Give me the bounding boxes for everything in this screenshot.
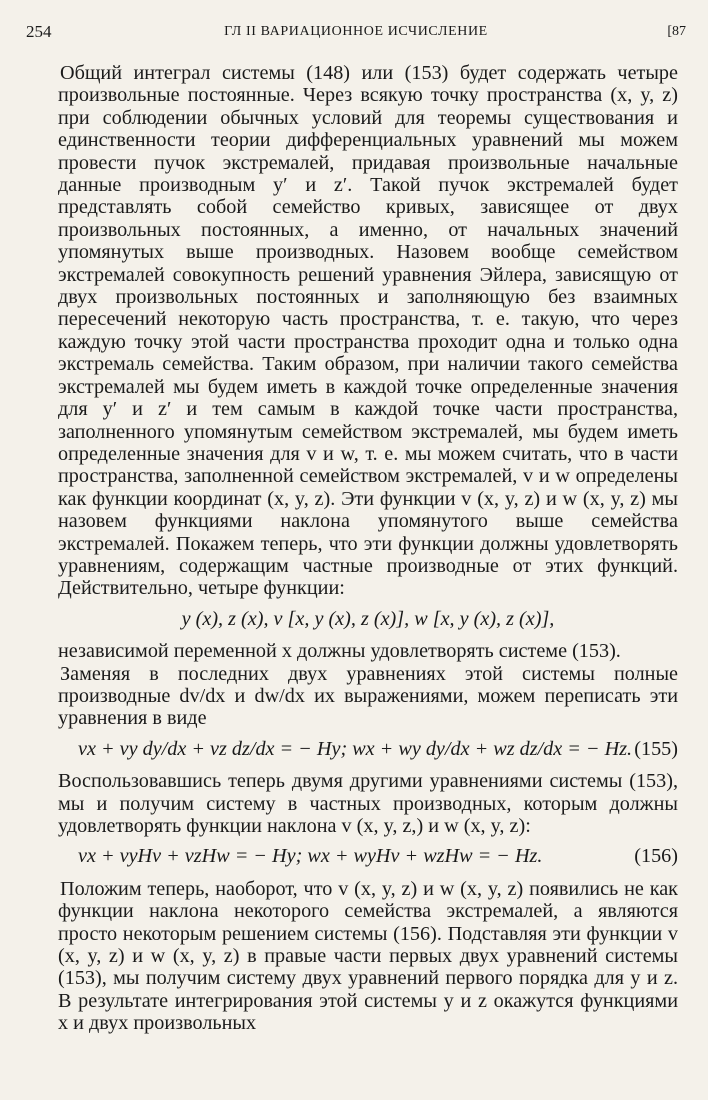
formula-155-body: vx + vy dy/dx + vz dz/dx = − Hy; wx + wy dy/dx + wz dz/dx = − Hz. [78,737,633,760]
text-body [58,62,678,1035]
equation-number-156: (156) [634,845,678,868]
chapter-title: ГЛ II ВАРИАЦИОННОЕ ИСЧИСЛЕНИЕ [224,24,488,39]
paragraph-5: Положим теперь, наоборот, что v (x, y, z) и w (x, y, z) появились не как функции наклона некоторого семейства экстремалей, а являются просто некоторым решением системы (156). Подставляя эти функции v (x, y, z) и w (x, y, z) в правые части первых двух уравнений системы (153), мы получим систему двух уравнений первого порядка для y и z. В результате интегрирования этой системы y и z окажутся функциями x и двух произвольных [58,877,678,1035]
paragraph-4: Воспользовавшись теперь двумя другими уравнениями системы (153), мы и получим систему в частных производных, которым должны удовлетворять функции наклона v (x, y, z,) и w (x, y, z): [58,770,678,837]
paragraph-1: Общий интеграл системы (148) или (153) будет содержать четыре произвольные постоянные. Через всякую точку пространства (x, y, z) при соблюдении обычных условий для теоремы существования и единственности теории дифференциальных уравнений мы можем провести пучок экстремалей, придавая произвольные начальные данные производным y′ и z′. Такой пучок экстремалей будет представлять собой семейство кривых, зависящее от двух произвольных постоянных, а именно, от начальных значений упомянутых выше производных. Назовем вообще семейством экстремалей совокупность решений уравнения Эйлера, зависящую от двух произвольных постоянных и заполняющую без взаимных пересечений некоторую часть пространства, т. е. такую, что через каждую точку этой части пространства проходит одна и только одна экстремаль семейства. Таким образом, при наличии такого семейства экстремалей мы будем иметь в каждой точке определенные значения для y′ и z′ и тем самым в каждой точке части пространства, заполненного упомянутым семейством экстремалей, мы будем иметь определенные значения для v и w, т. е. мы можем считать, что в части пространства, заполненной семейством экстремалей, v и w определены как функции координат (x, y, z). Эти функции v (x, y, z) и w (x, y, z) мы назовем функциями наклона упомянутого выше семейства экстремалей. Покажем теперь, что эти функции должны удовлетворять уравнениям, содержащим частные производные от этих функций. Действительно, четыре функции: [58,62,678,600]
section-number: [87 [667,24,686,39]
formula-functions: y (x), z (x), v [x, y (x), z (x)], w [x, y (x), z (x)], [181,607,555,630]
formula-156-body: vx + vyHv + vzHw = − Hy; wx + wyHv + wzHw = − Hz. [78,845,543,868]
formula-155 [58,738,678,760]
paragraph-2: независимой переменной x должны удовлетворять системе (153). [58,640,621,663]
page-number: 254 [26,22,52,41]
running-header [26,22,686,46]
equation-number-155: (155) [634,737,678,760]
paragraph-3: Заменяя в последних двух уравнениях этой системы полные производные dv/dx и dw/dx их выражениями, можем переписать эти уравнения в виде [58,662,678,730]
formula-156 [58,845,678,867]
